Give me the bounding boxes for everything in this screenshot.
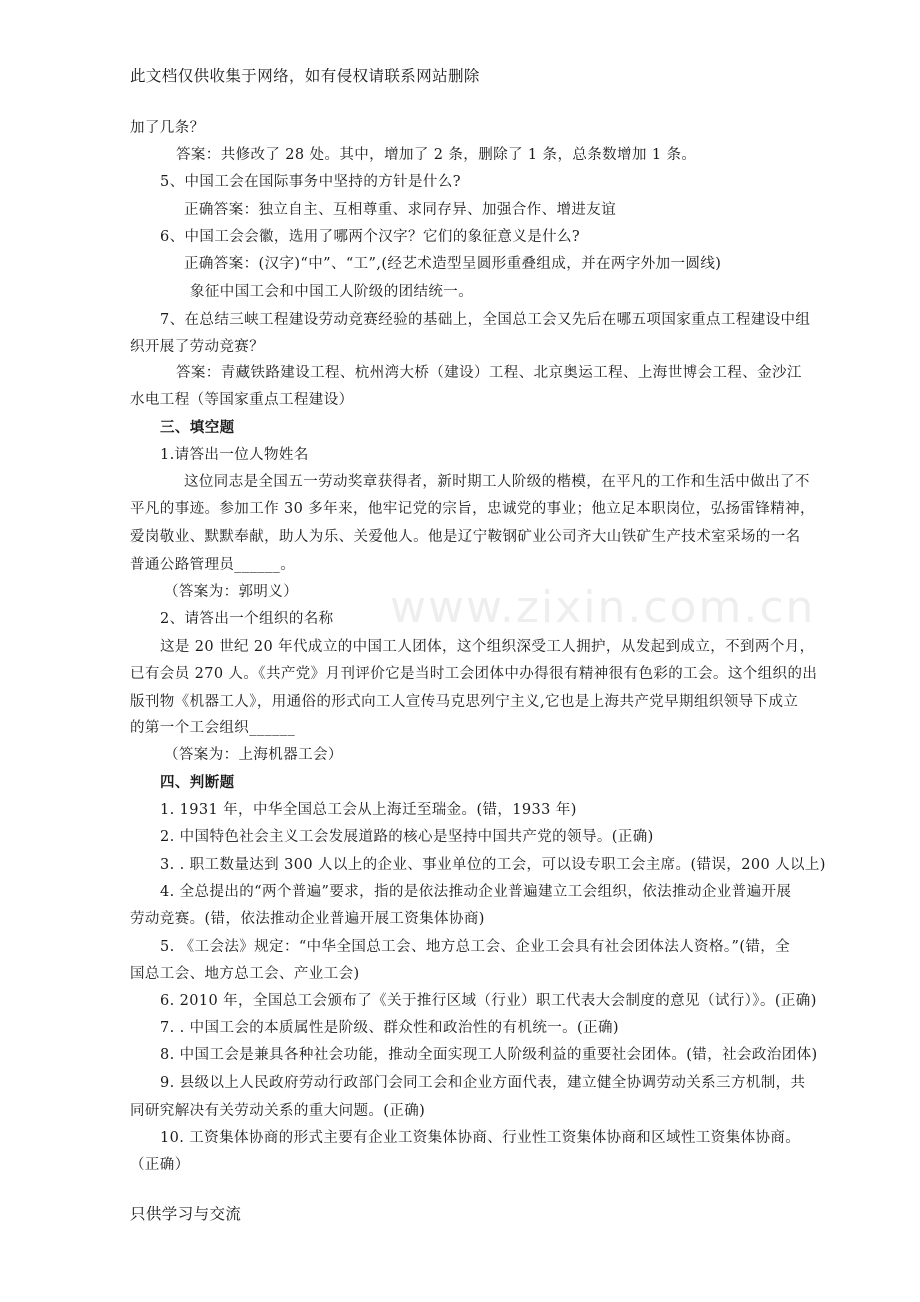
text-line: 普通公路管理员______。 xyxy=(130,557,296,573)
text-line: 答案：青藏铁路建设工程、杭州湾大桥（建设）工程、北京奥运工程、上海世博会工程、金沙江 xyxy=(176,365,802,381)
text-line: 答案：共修改了 28 处。其中，增加了 2 条，删除了 1 条，总条数增加 1 条。 xyxy=(176,147,697,163)
text-line: 象征中国工会和中国工人阶级的团结统一。 xyxy=(190,284,474,300)
text-line: 同研究解决有关劳动关系的重大问题。(正确) xyxy=(130,1103,426,1119)
text-line: 5、中国工会在国际事务中坚持的方针是什么? xyxy=(160,174,461,190)
text-line: （正确） xyxy=(130,1157,190,1173)
section-heading: 四、判断题 xyxy=(160,774,235,791)
text-line: 7. . 中国工会的本质属性是阶级、群众性和政治性的有机统一。(正确) xyxy=(160,1020,619,1036)
section-heading: 三、填空题 xyxy=(160,419,235,436)
text-line: 国总工会、地方总工会、产业工会) xyxy=(130,966,360,982)
text-line: 10. 工资集体协商的形式主要有企业工资集体协商、行业性工资集体协商和区域性工资集体协商。 xyxy=(160,1130,801,1146)
text-line: 这是 20 世纪 20 年代成立的中国工人团体，这个组织深受工人拥护，从发起到成立，不到两个月， xyxy=(160,639,815,655)
text-line: 4. 全总提出的“两个普遍”要求，指的是依法推动企业普遍建立工会组织，依法推动企业普遍开展 xyxy=(160,884,792,900)
text-line: 爱岗敬业、默默奉献，助人为乐、关爱他人。他是辽宁鞍钢矿业公司齐大山铁矿生产技术室采场的一名 xyxy=(130,529,801,545)
text-line: 平凡的事迹。参加工作 30 多年来，他牢记党的宗旨，忠诚党的事业；他立足本职岗位，弘扬雷锋精神， xyxy=(130,501,815,517)
text-line: 已有会员 270 人。《共产党》月刊评价它是当时工会团体中办得很有精神很有色彩的工会。这个组织的出 xyxy=(130,666,818,682)
text-line: 1. 1931 年，中华全国总工会从上海迁至瑞金。(错，1933 年) xyxy=(160,802,577,818)
text-line: 1.请答出一位人物姓名 xyxy=(160,447,309,463)
text-line: 织开展了劳动竞赛？ xyxy=(130,339,265,355)
text-line: 9. 县级以上人民政府劳动行政部门会同工会和企业方面代表，建立健全协调劳动关系三方机制，共 xyxy=(160,1075,806,1091)
text-line: 的第一个工会组织______ xyxy=(130,720,296,736)
text-line: 2. 中国特色社会主义工会发展道路的核心是坚持中国共产党的领导。(正确) xyxy=(160,829,654,845)
text-line: 7、在总结三峡工程建设劳动竞赛经验的基础上，全国总工会又先后在哪五项国家重点工程建设中组 xyxy=(160,312,811,328)
text-line: 5. 《工会法》规定：“中华全国总工会、地方总工会、企业工会具有社会团体法人资格。”(错，全 xyxy=(160,939,791,955)
text-line: 6、中国工会会徽，选用了哪两个汉字？它们的象征意义是什么? xyxy=(160,229,581,245)
text-line: 水电工程（等国家重点工程建设） xyxy=(130,392,354,408)
text-line: 正确答案：(汉字)“中”、“工”,(经艺术造型呈圆形重叠组成，并在两字外加一圆线) xyxy=(184,256,722,272)
text-line: 这位同志是全国五一劳动奖章获得者，新时期工人阶级的楷模，在平凡的工作和生活中做出了不 xyxy=(184,474,810,490)
text-line: 版刊物《机器工人》，用通俗的形式向工人宣传马克思列宁主义,它也是上海共产党早期组织领导下成立 xyxy=(130,694,799,710)
text-line: 加了几条？ xyxy=(130,120,205,136)
text-line: （答案为：郭明义） xyxy=(164,584,299,600)
page-footer: 只供学习与交流 xyxy=(130,1205,242,1223)
text-line: 2、请答出一个组织的名称 xyxy=(160,611,334,627)
text-line: （答案为：上海机器工会） xyxy=(164,747,343,763)
text-line: 6. 2010 年，全国总工会颁布了《关于推行区域（行业）职工代表大会制度的意见（试行）》。(正确) xyxy=(160,993,817,1009)
watermark: www.zixin.com.cn xyxy=(390,582,816,633)
text-line: 3. . 职工数量达到 300 人以上的企业、事业单位的工会，可以设专职工会主席。(错误，200 人以上) xyxy=(160,857,826,873)
page-header: 此文档仅供收集于网络，如有侵权请联系网站删除 xyxy=(130,67,480,85)
text-line: 8. 中国工会是兼具各种社会功能，推动全面实现工人阶级利益的重要社会团体。(错，社会政治团体) xyxy=(160,1047,818,1063)
text-line: 劳动竞赛。(错，依法推动企业普遍开展工资集体协商) xyxy=(130,911,485,927)
text-line: 正确答案：独立自主、互相尊重、求同存异、加强合作、增进友谊 xyxy=(184,202,617,218)
